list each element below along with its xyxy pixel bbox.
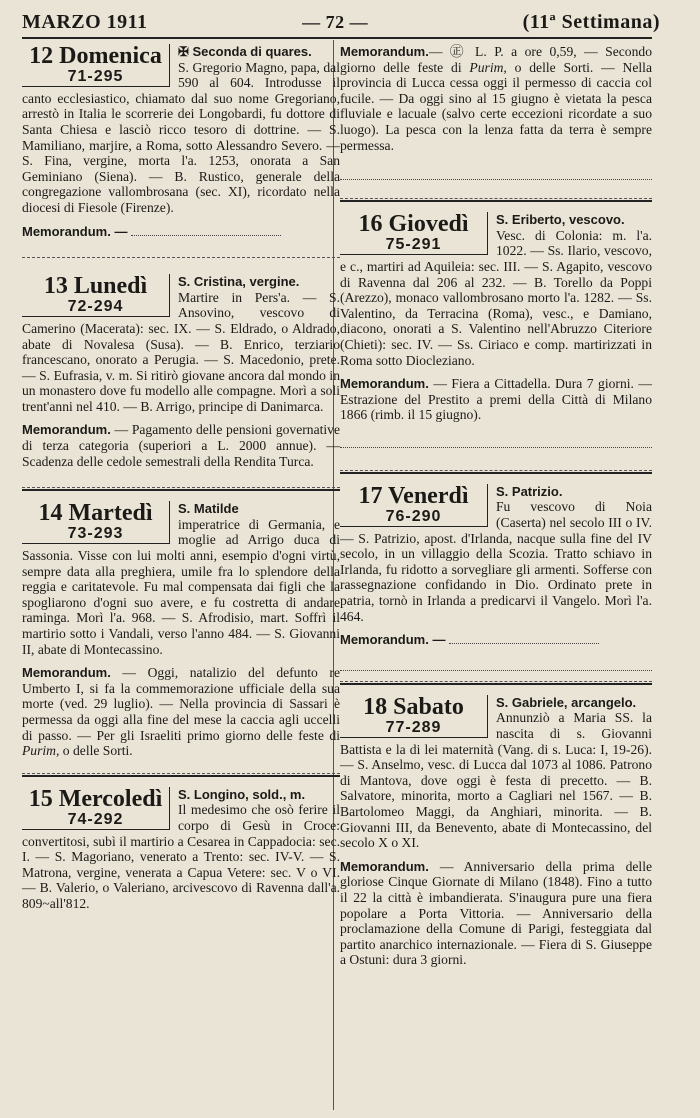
day-heading <box>22 787 170 830</box>
memorandum-italic: Purim, <box>469 59 507 75</box>
saint-title: S. Cristina, verɡine. <box>178 274 300 290</box>
separator <box>340 681 652 685</box>
day-name: 17 Venerdì <box>358 482 469 509</box>
day-name: 18 Sabato <box>363 693 464 720</box>
day-heading <box>340 695 488 738</box>
memorandum-label: Memorandum. <box>340 858 429 874</box>
memorandum-label: Memorandum. <box>340 44 429 59</box>
memorandum-text: — Anniversario della prima delle gloriose Cinque Giornate di Milano (1848). Fino a tutto il 22 la città è imbandierata. S'inaugura pure una fiera popolare a Porta Vittoria. — Anniversario della proclamazione della Comune di Parigi, festeggiata dal partito anarchico internazionale. — Fiera di S. Giuseppe a Ostuni: dura 3 giorni. <box>340 858 652 968</box>
page-header <box>22 8 660 36</box>
memorandum <box>340 859 652 968</box>
day-heading <box>22 274 170 317</box>
memorandum-label: Memorandum. — <box>340 632 446 648</box>
saint-title: S. Matilde <box>178 501 239 517</box>
day-entry-13 <box>22 274 340 469</box>
separator <box>340 198 652 202</box>
saint-title: S. Gabriele, arcangelo. <box>496 694 637 710</box>
day-heading <box>22 44 170 87</box>
day-text: Fu vescovo di Noia (Caserta) nel secolo III o IV. — S. Patrizio, apost. d'Irlanda, nacque sulla fine del IV secolo, in un villaggio della Scozia. Tratto schiavo in Irlanda, fu ridotto a sorvegliare gli armenti. Sofferse con rassegnazione confidando in Dio. Ordinato prete in patria, tornò in Irlanda a predicarvi il Vangelo. Morì l'a. 464. <box>340 499 652 624</box>
moon-phase-symbol: ㊣ <box>449 44 468 59</box>
memorandum <box>22 665 340 759</box>
day-entry-14 <box>22 501 340 759</box>
day-text: S. Gregorio Magno, papa, dal 590 al 604. Introdusse il canto ecclesiastico, chiamato dal suo nome Gregoriano, arrestò in Italia le scorrerie dei Longobardi, fu dottore di Santa Chiesa e lasciò ricco tesoro di dottrine. — S. Mamiliano, marjire, a Roma, sotto Alessandro Severo. — S. Fina, vergine, morta l'a. 1253, onorata a San Geminiano (Siena). — B. Rustico, generale della congregazione vallombrosana (sec. XI), ricordato nella diocesi di Fiesole (Firenze). <box>22 59 340 215</box>
day-numbers: 75-291 <box>385 236 442 254</box>
left-column <box>22 44 340 912</box>
memorandum-blank <box>449 643 599 644</box>
separator <box>22 257 340 258</box>
day-text: Martire in Pers'a. — S. Ansovino, vescovo di Camerino (Macerata): sec. IX. — S. Eldrado, o Aldrado, abate di Novalesa (Susa). — B. Enrico, terziario francescano, onorato a Perugia. — S. Macedonio, prete. — S. Eufrasia, v. m. Si ritirò giovane ancora dal mondo in un monastero dove fu modello alle compagne. Morì a soli trent'anni nel 410. — B. Arrigo, principe di Danimarca. <box>22 289 340 414</box>
page-number: — 72 — <box>302 11 369 32</box>
memorandum-text-a: — <box>428 44 450 59</box>
day-entry-18 <box>340 695 652 968</box>
day-text: imperatrice di Germania, e moglie ad Arrigo duca di Sassonia. Visse con lui molti anni, esempio d'ogni virtù, sempre data alla preghiera, umile fra lo splendore della reggia e caritatevole. Fu mal compensata dai figli che la spogliarono d'ogni suo avere, e fu costretta di andare raminga. Morì l'a. 968. — S. Afrodisio, mart. Soffrì il martirio sotto i Vandali, verso l'anno 484. — S. Giovanni II, abate di Montecassino. <box>22 516 340 657</box>
saint-title: S. Longino, sold., m. <box>178 786 306 802</box>
day-numbers: 73-293 <box>67 525 124 543</box>
header-rule <box>22 37 652 39</box>
day-numbers: 76-290 <box>385 507 442 525</box>
saint-title: S. Eriberto, vescovo. <box>496 212 625 228</box>
day-name: 12 Domenica <box>29 43 162 69</box>
day-text: Il medesimo che osò ferire il corpo di Gesù in Croce: convertitosi, subì il martirio a Cesarea in Cappadocia: sec. I. — S. Magoriano, venerato a Trento: sec. IV-V. — S. Matrona, vergine, venerata a Capua Vetere: sec. V o VI. — B. Valerio, o Valeriano, arcivescovo di Ravenna dall'a. 809~all'812. <box>22 802 340 911</box>
day-text: Annunziò a Maria SS. la nascita di s. Giovanni Battista e la di lei maternità (Vang. di s. Luca: I, 19-26). — S. Anselmo, vesc. di Lucca dal 1073 al 1086. Patrono di Mantova, dove oggi è festa di precetto. — B. Salvatore, minorita, morto a Cagliari nel 1567. — B. Bartolomeo Maggi, da Anghiari, minorita. — B. Giovanni III, da Benevento, abate di Montecassino, del secolo X o XI. <box>340 710 652 851</box>
blank-line <box>340 670 652 671</box>
saint-title: ✠ Seconda di quares. <box>178 44 312 59</box>
memorandum-text: — Pagamento delle pensioni governative di terza categoria (superiori a L. 2000 annue). — Scadenza delle cedole semestrali della Rendita Turca. <box>22 422 340 469</box>
day-entry-16 <box>340 212 652 448</box>
memorandum <box>22 224 340 240</box>
memorandum-label: Memorandum. — <box>22 223 128 239</box>
day-heading <box>340 484 488 527</box>
saint-title: S. Patrizio. <box>496 483 563 499</box>
memorandum-end: o delle Sorti. <box>62 743 133 759</box>
day-numbers: 71-295 <box>67 68 124 85</box>
memorandum <box>340 376 652 423</box>
day-entry-15 <box>22 787 340 912</box>
memorandum <box>22 422 340 469</box>
memorandum-text-c: o delle Sorti. — Nella provincia di Lucca cessa oggi il permesso di caccia col fucile. — Da oggi sino al 15 giugno è vietata la pesca fluviale e lacuale (salvo certe eccezioni ricordate a suo luogo). La pesca con la lenza fatta da terra è sempre permessa. <box>340 59 652 153</box>
memorandum-label: Memorandum. <box>340 376 429 392</box>
day-entry-12 <box>22 44 340 239</box>
day-name: 13 Lunedì <box>43 273 148 300</box>
day-text: Vesc. di Colonia: m. l'a. 1022. — Ss. Ilario, vescovo, e c., martiri ad Aquileia: sec. III. — S. Agapito, vescovo di Ravenna dal 206 al 232. — B. Torello da Poppi (Arezzo), monaco vallombrosano morto l'a. 1282. — Ss. Valentino, da Terracina (Roma), vesc., e Damiano, diacono, onorati a S. Valentino nell'Abruzzo Citeriore (Chieti): sec. IV. — Ss. Ciriaco e comp. martirizzati in Roma sotto Diocleziano. <box>340 227 652 368</box>
memorandum-blank <box>131 235 281 236</box>
day-entry-17 <box>340 484 652 671</box>
day-name: 14 Martedì <box>38 500 153 527</box>
memorandum-text: — Oggi, natalizio del defunto re Umberto I, si fa la commemorazione ufficiale della sua morte (ved. 29 luglio). — Nella provincia di Sassari è permessa da oggi alla fine del mese la caccia agli uccelli di passo. — Per gli Israeliti primo giorno delle feste di <box>22 665 340 743</box>
day-numbers: 72-294 <box>67 298 124 316</box>
memorandum-label: Memorandum. <box>22 665 111 681</box>
blank-line <box>340 179 652 180</box>
memorandum <box>340 632 652 648</box>
memorandum-italic: Purim, <box>22 743 60 759</box>
separator <box>22 487 340 491</box>
day-name: 16 Giovedì <box>358 211 469 238</box>
right-column <box>340 44 652 968</box>
top-memorandum <box>340 44 652 180</box>
day-heading <box>22 501 170 544</box>
day-name: 15 Mercoledì <box>28 785 163 812</box>
separator <box>340 470 652 474</box>
day-heading <box>340 212 488 255</box>
day-numbers: 74-292 <box>67 810 124 828</box>
day-numbers: 77-289 <box>385 718 442 736</box>
memorandum-text: — Fiera a Cittadella. Dura 7 giorni. — Estrazione del Prestito a premi della Città di Milano 1866 (rimb. il 15 giugno). <box>340 376 653 423</box>
blank-line <box>340 447 652 448</box>
header-month: MARZO 1911 <box>22 10 148 33</box>
header-week: (11ª Settimana) <box>522 10 660 33</box>
memorandum-label: Memorandum. <box>22 422 111 438</box>
separator <box>22 773 340 777</box>
memorandum-text-b: L. P. a ore 0,59, — Secondo giorno delle feste di <box>340 44 652 75</box>
